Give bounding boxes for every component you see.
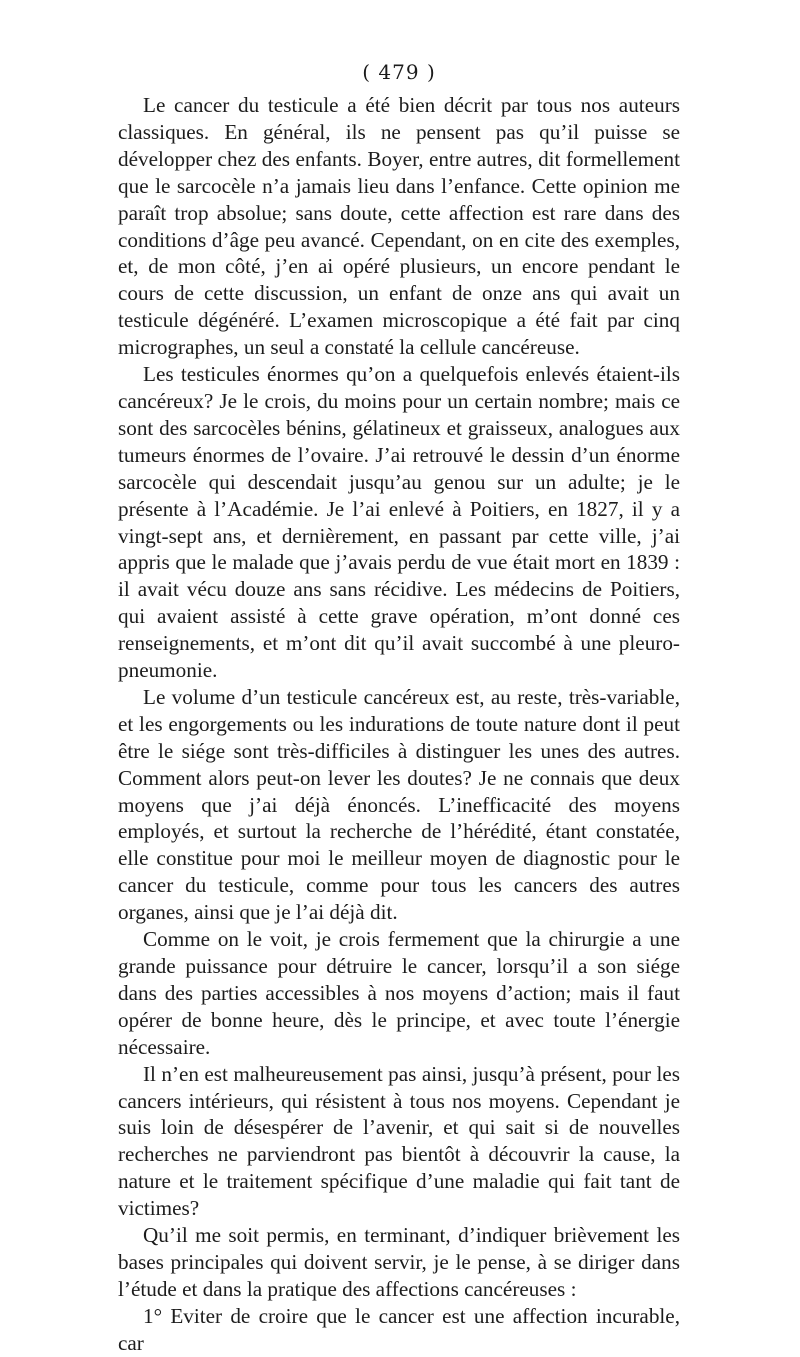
paragraph-1: Le cancer du testicule a été bien décrit par tous nos auteurs classiques. En général, ils ne pensent pas qu’il puisse se développer chez des enfants. Boyer, entre autres, dit formellement que le sarcocèle n’a jamais lieu dans l’enfance. Cette opinion me paraît trop absolue; sans doute, cette affection est rare dans des conditions d’âge peu avancé. Cependant, on en cite des exemples, et, de mon côté, j’en ai opéré plusieurs, un encore pendant le cours de cette discussion, un enfant de onze ans qui avait un testicule dégénéré. L’examen microscopique a été fait par cinq micrographes, un seul a constaté la cellule cancéreuse. — [118, 93, 680, 360]
body-text — [118, 92, 680, 1357]
paragraph-2: Les testicules énormes qu’on a quelquefois enlevés étaient-ils cancéreux? Je le crois, du moins pour un certain nombre; mais ce sont des sarcocèles bénins, gélatineux et graisseux, analogues aux tumeurs énormes de l’ovaire. J’ai retrouvé le dessin d’un énorme sarcocèle qui descendait jusqu’au genou sur un adulte; je le présente à l’Académie. Je l’ai enlevé à Poitiers, en 1827, il y a vingt-sept ans, et dernièrement, en passant par cette ville, j’ai appris que le malade que j’avais perdu de vue était mort en 1839 : il avait vécu douze ans sans récidive. Les médecins de Poitiers, qui avaient assisté à cette grave opération, m’ont donné ces renseignements, et m’ont dit qu’il avait succombé à une pleuro-pneumonie. — [118, 362, 680, 683]
paragraph-4: Comme on le voit, je crois fermement que la chirurgie a une grande puissance pour détruire le cancer, lorsqu’il a son siége dans des parties accessibles à nos moyens d’action; mais il faut opérer de bonne heure, dès le principe, et avec toute l’énergie nécessaire. — [118, 927, 680, 1059]
paragraph-3: Le volume d’un testicule cancéreux est, au reste, très-variable, et les engorgements ou les indurations de toute nature dont il peut être le siége sont très-difficiles à distinguer les unes des autres. Comment alors peut-on lever les doutes? Je ne connais que deux moyens que j’ai déjà énoncés. L’inefficacité des moyens employés, et surtout la recherche de l’hérédité, étant constatée, elle constitue pour moi le meilleur moyen de diagnostic pour le cancer du testicule, comme pour tous les cancers des autres organes, ainsi que je l’ai déjà dit. — [118, 684, 680, 925]
paragraph-6: Qu’il me soit permis, en terminant, d’indiquer brièvement les bases principales qui doivent servir, je le pense, à se diriger dans l’étude et dans la pratique des affections cancéreuses : — [118, 1223, 680, 1301]
paragraph-5: Il n’en est malheureusement pas ainsi, jusqu’à présent, pour les cancers intérieurs, qui résistent à tous nos moyens. Cependant je suis loin de désespérer de l’avenir, et qui sait si de nouvelles recherches ne parviendront pas bientôt à découvrir la cause, la nature et le traitement spécifique d’une maladie qui fait tant de victimes? — [118, 1061, 680, 1221]
page-number: ( 479 ) — [362, 60, 436, 84]
paragraph-7: 1° Eviter de croire que le cancer est une affection incurable, car — [118, 1303, 680, 1355]
